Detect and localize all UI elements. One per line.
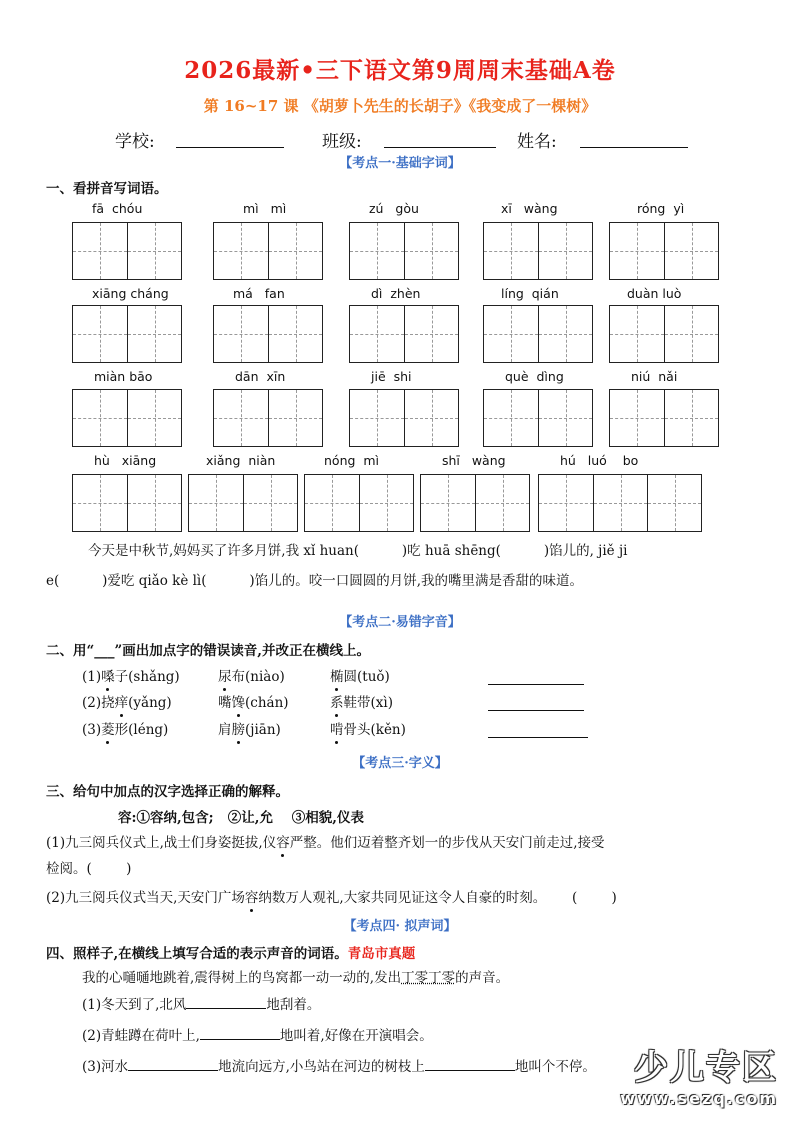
pinyin-label: miàn bāo — [94, 369, 153, 384]
sentence-1-line-1: (1)九三阅兵仪式上,战士们身姿挺拔,仪容严整。他们迈着整齐划一的步伐从天安门前走过,接受 — [46, 832, 605, 854]
pinyin-label: má fan — [233, 286, 285, 301]
pinyin-label: xiǎng niàn — [206, 453, 276, 468]
grid-cell[interactable] — [243, 475, 297, 531]
item-word-a: (1)嗓子(shǎng) — [82, 666, 180, 688]
watermark — [620, 1040, 778, 1108]
pinyin-label: nóng mì — [324, 453, 380, 468]
grid-cell[interactable] — [350, 223, 404, 279]
item-word-c: 椭圆(tuǒ) — [330, 666, 390, 688]
dotted-char: 系 — [330, 692, 344, 714]
grid-cell[interactable] — [127, 475, 181, 531]
pinyin-label: róng yì — [637, 201, 685, 216]
grid-cell[interactable] — [214, 390, 268, 446]
dotted-char: 嗓 — [101, 666, 115, 688]
pinyin-label: hú luó bo — [560, 453, 639, 468]
pinyin-label: shī wàng — [442, 453, 506, 468]
item-word-a: (3)菱形(léng) — [82, 719, 168, 741]
item-word-b: 尿布(niào) — [218, 666, 285, 688]
example-sentence: 我的心嗵嗵地跳着,震得树上的鸟窝都一动一动的,发出丁零丁零的声音。 — [82, 970, 510, 986]
correction-blank[interactable] — [488, 670, 584, 685]
dotted-char: 菱 — [101, 719, 115, 741]
item-2: (2)青蛙蹲在荷叶上, 地叫着,好像在开演唱会。 — [82, 1025, 433, 1047]
grid-cell[interactable] — [610, 306, 664, 362]
writing-grid[interactable] — [213, 305, 323, 363]
grid-cell[interactable] — [610, 223, 664, 279]
grid-cell[interactable] — [538, 223, 592, 279]
pinyin-label: xī wàng — [501, 201, 558, 216]
question-3: 三、给句中加点的汉字选择正确的解释。 — [46, 784, 289, 800]
question-1: 一、看拼音写词语。 — [46, 181, 168, 197]
dotted-char: 啃 — [330, 719, 344, 741]
writing-grid[interactable] — [483, 222, 593, 280]
writing-grid[interactable] — [188, 474, 298, 532]
question-2: 二、用“___”画出加点字的错误读音,并改正在横线上。 — [46, 643, 370, 659]
writing-grid[interactable] — [349, 222, 459, 280]
writing-grid[interactable] — [420, 474, 530, 532]
name-blank[interactable] — [580, 129, 688, 148]
dotted-char: 尿 — [218, 666, 232, 688]
page-subtitle: 第 16~17 课 《胡萝卜先生的长胡子》《我变成了一棵树》 — [203, 97, 597, 115]
grid-cell[interactable] — [305, 475, 359, 531]
grid-cell[interactable] — [189, 475, 243, 531]
sentence-2: (2)九三阅兵仪式当天,天安门广场容纳数万人观礼,大家共同见证这令人自豪的时刻。 ( ) — [46, 887, 617, 909]
writing-grid[interactable] — [349, 305, 459, 363]
grid-cell[interactable] — [359, 475, 413, 531]
grid-cell[interactable] — [268, 223, 322, 279]
grid-cell[interactable] — [404, 223, 458, 279]
kaodian-3: 【考点三·字义】 — [352, 756, 448, 771]
answer-blank[interactable] — [425, 1056, 515, 1071]
grid-cell[interactable] — [268, 390, 322, 446]
grid-cell[interactable] — [484, 223, 538, 279]
grid-cell[interactable] — [404, 390, 458, 446]
class-blank[interactable] — [384, 129, 496, 148]
dotted-char: 痒 — [115, 692, 129, 714]
writing-grid[interactable] — [609, 305, 719, 363]
pinyin-label: xiāng cháng — [92, 286, 169, 301]
writing-grid[interactable] — [72, 474, 182, 532]
options-line: 容:①容纳,包含; ②让,允 ③相貌,仪表 — [118, 810, 364, 826]
pinyin-label: mì mì — [243, 201, 287, 216]
example-dotted: 丁零丁零 — [401, 970, 456, 986]
writing-grid[interactable] — [609, 222, 719, 280]
sentence-1-line-2: 检阅。( ) — [46, 861, 132, 877]
grid-cell[interactable] — [268, 306, 322, 362]
source-tag: 青岛市真题 — [347, 946, 416, 962]
grid-cell[interactable] — [475, 475, 529, 531]
item-1: (1)冬天到了,北风 地刮着。 — [82, 994, 320, 1016]
grid-cell[interactable] — [214, 306, 268, 362]
grid-cell[interactable] — [73, 390, 127, 446]
pinyin-label: jiē shi — [371, 369, 412, 384]
writing-grid[interactable] — [72, 305, 182, 363]
grid-cell[interactable] — [73, 475, 127, 531]
writing-grid[interactable] — [349, 389, 459, 447]
grid-cell[interactable] — [539, 475, 593, 531]
grid-cell[interactable] — [350, 390, 404, 446]
grid-cell[interactable] — [214, 223, 268, 279]
grid-cell[interactable] — [404, 306, 458, 362]
grid-cell[interactable] — [538, 306, 592, 362]
grid-cell[interactable] — [421, 475, 475, 531]
watermark-logo: 少儿专区 — [634, 1048, 778, 1088]
dotted-char: 馋 — [232, 692, 246, 714]
dotted-char: 椭 — [330, 666, 344, 688]
pinyin-label: duàn luò — [627, 286, 682, 301]
item-word-a: (2)挠痒(yǎng) — [82, 692, 172, 714]
writing-grid[interactable] — [72, 389, 182, 447]
writing-grid[interactable] — [609, 389, 719, 447]
grid-cell[interactable] — [664, 390, 718, 446]
answer-blank[interactable] — [128, 1056, 218, 1071]
school-blank[interactable] — [176, 129, 284, 148]
dotted-char: 容 — [276, 832, 290, 854]
writing-grid[interactable] — [538, 474, 702, 532]
grid-cell[interactable] — [350, 306, 404, 362]
writing-grid[interactable] — [213, 222, 323, 280]
grid-cell[interactable] — [127, 223, 181, 279]
writing-grid[interactable] — [213, 389, 323, 447]
answer-blank[interactable] — [200, 1025, 280, 1040]
grid-cell[interactable] — [484, 306, 538, 362]
pinyin-label: què dìng — [505, 369, 564, 384]
kaodian-4: 【考点四· 拟声词】 — [343, 919, 457, 934]
item-word-c: 啃骨头(kěn) — [330, 719, 406, 741]
correction-blank[interactable] — [488, 723, 588, 738]
watermark-url: www.sezq.com — [620, 1089, 778, 1108]
grid-cell[interactable] — [647, 475, 701, 531]
pinyin-label: fā chóu — [92, 201, 143, 216]
kaodian-2: 【考点二·易错字音】 — [339, 615, 461, 630]
grid-cell[interactable] — [538, 390, 592, 446]
writing-grid[interactable] — [304, 474, 414, 532]
pinyin-label: líng qián — [501, 286, 559, 301]
paragraph-line-1: 今天是中秋节,妈妈买了许多月饼,我 xǐ huan( )吃 huā shēng( )馅儿的, jiě ji — [88, 543, 628, 559]
kaodian-1: 【考点一·基础字词】 — [339, 156, 461, 171]
pinyin-label: niú nǎi — [631, 369, 678, 384]
item-word-c: 系鞋带(xì) — [330, 692, 393, 714]
dotted-char: 容 — [245, 887, 259, 909]
dotted-char: 膀 — [232, 719, 246, 741]
pinyin-label: zú gòu — [369, 201, 419, 216]
grid-cell[interactable] — [593, 475, 647, 531]
grid-cell[interactable] — [127, 390, 181, 446]
pinyin-label: dì zhèn — [371, 286, 421, 301]
answer-blank[interactable] — [186, 994, 266, 1009]
school-label: 学校: — [115, 132, 155, 152]
item-word-b: 嘴馋(chán) — [218, 692, 289, 714]
writing-grid[interactable] — [483, 305, 593, 363]
grid-cell[interactable] — [484, 390, 538, 446]
paragraph-line-2: e( )爱吃 qiǎo kè lì( )馅儿的。咬一口圆圆的月饼,我的嘴里满是香甜的味道。 — [46, 573, 583, 589]
class-label: 班级: — [322, 132, 362, 152]
writing-grid[interactable] — [72, 222, 182, 280]
grid-cell[interactable] — [664, 223, 718, 279]
item-3: (3)河水 地流向远方,小鸟站在河边的树枝上 地叫个不停。 — [82, 1056, 596, 1078]
grid-cell[interactable] — [127, 306, 181, 362]
grid-cell[interactable] — [664, 306, 718, 362]
question-4: 四、照样子,在横线上填写合适的表示声音的词语。青岛市真题 — [46, 946, 416, 962]
pinyin-label: dān xīn — [235, 369, 286, 384]
item-word-b: 肩膀(jiān) — [218, 719, 281, 741]
writing-grid[interactable] — [483, 389, 593, 447]
correction-blank[interactable] — [488, 696, 584, 711]
grid-cell[interactable] — [73, 223, 127, 279]
name-label: 姓名: — [517, 132, 557, 152]
grid-cell[interactable] — [73, 306, 127, 362]
grid-cell[interactable] — [610, 390, 664, 446]
page-title: 2026最新•三下语文第9周周末基础A卷 — [184, 57, 616, 84]
pinyin-label: hù xiāng — [94, 453, 157, 468]
